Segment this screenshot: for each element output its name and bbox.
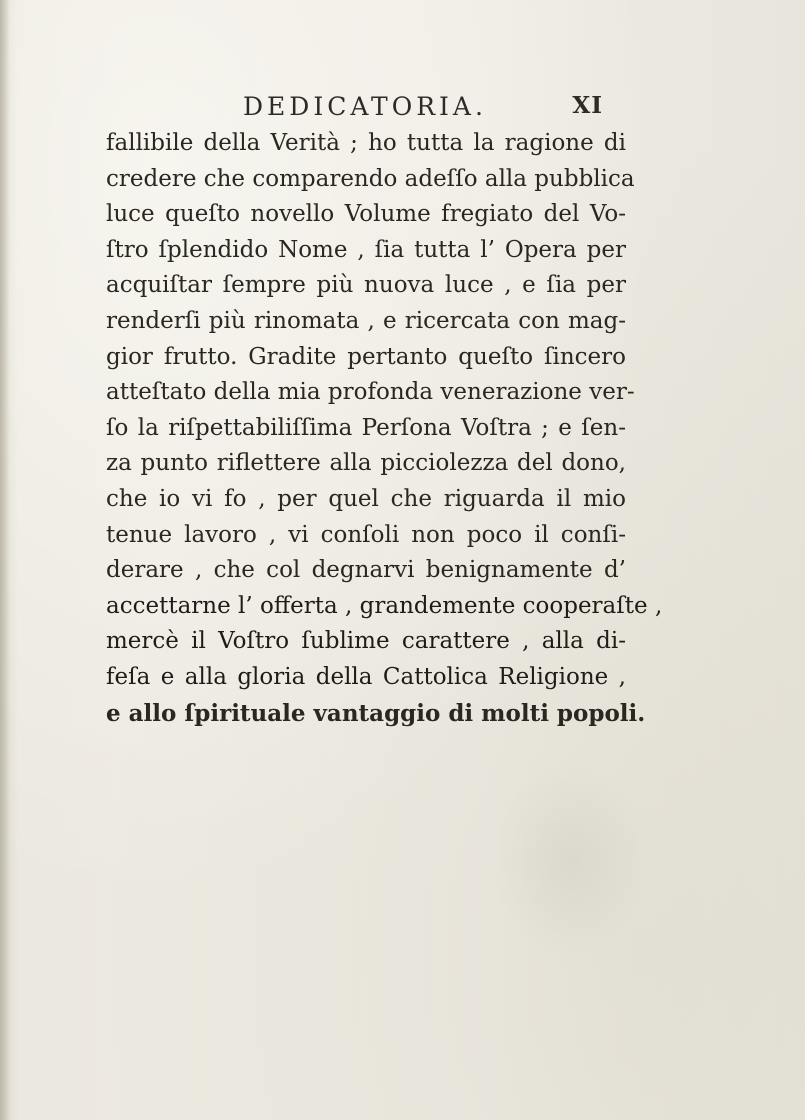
page-number: XI bbox=[572, 92, 603, 119]
ink-show-through bbox=[490, 760, 650, 960]
text-line: za punto riflettere alla picciolezza del dono, bbox=[106, 450, 626, 477]
text-line: mercè il Voſtro ſublime carattere , alla di- bbox=[106, 628, 626, 655]
text-line: luce queſto novello Volume fregiato del Vo- bbox=[106, 201, 626, 228]
text-line: fallibile della Verità ; ho tutta la ragione di bbox=[106, 130, 626, 156]
text-line: che io vi fo , per quel che riguarda il mio bbox=[106, 485, 626, 512]
text-line: renderſi più rinomata , e ricercata con mag- bbox=[106, 307, 626, 334]
text-line: acquiſtar ſempre più nuova luce , e ſia per bbox=[106, 272, 626, 299]
text-line: ſtro ſplendido Nome , ſia tutta l’ Opera per bbox=[106, 236, 626, 263]
page-gutter-shadow bbox=[0, 0, 10, 1120]
text-line: atteſtato della mia profonda venerazione ver- bbox=[106, 379, 635, 406]
text-line: accettarne l’ offerta , grandemente cooperaſte , bbox=[106, 592, 663, 619]
text-line: tenue lavoro , vi conſoli non poco il conſi- bbox=[106, 521, 626, 548]
text-line-final: e allo ſpirituale vantaggio di molti popoli. bbox=[106, 699, 646, 727]
running-title: DEDICATORIA. bbox=[243, 92, 487, 121]
text-line: credere che comparendo adeſſo alla pubblica bbox=[106, 165, 635, 192]
text-line: feſa e alla gloria della Cattolica Religione , bbox=[106, 663, 626, 690]
page-header bbox=[243, 92, 603, 126]
text-line: gior frutto. Gradite pertanto queſto ſincero bbox=[106, 343, 626, 370]
body-text bbox=[106, 126, 663, 731]
text-line: ſo la riſpettabiliſſima Perſona Voſtra ; e ſen- bbox=[106, 414, 626, 441]
text-line: derare , che col degnarvi benignamente d’ bbox=[106, 557, 626, 584]
